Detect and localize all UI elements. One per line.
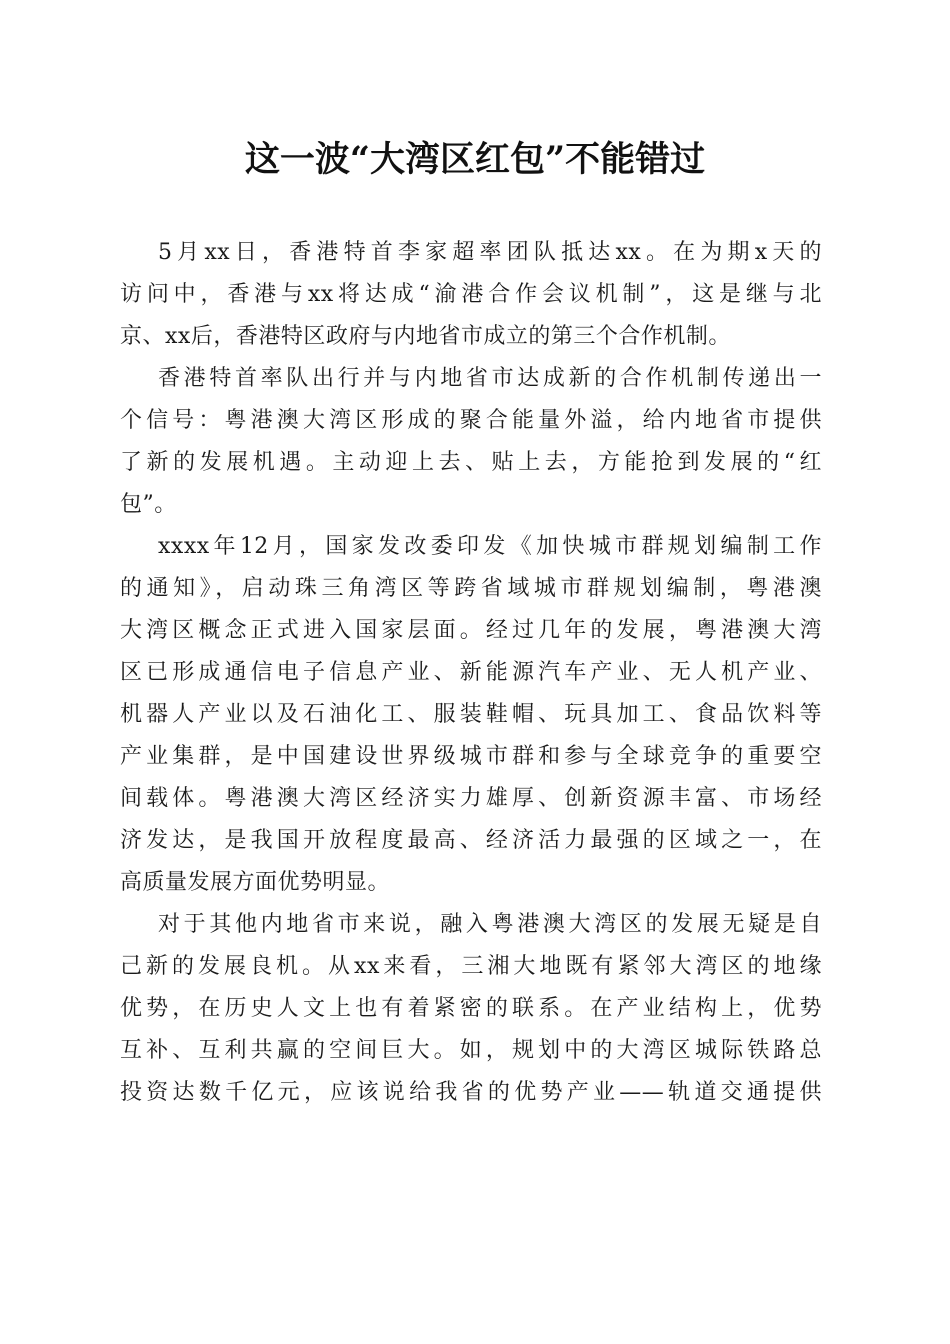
text-line: 优势，在历史人文上也有着紧密的联系。在产业结构上，优势: [120, 996, 822, 1021]
text-line: 己新的发展良机。从xx来看，三湘大地既有紧邻大湾区的地缘: [120, 954, 822, 979]
text-line: 的通知》，启动珠三角湾区等跨省域城市群规划编制，粤港澳: [120, 576, 822, 601]
document-title: 这一波“大湾区红包”不能错过: [244, 139, 706, 180]
text-line: xxxx年12月，国家发改委印发《加快城市群规划编制工作: [158, 534, 822, 559]
text-line: 间载体。粤港澳大湾区经济实力雄厚、创新资源丰富、市场经: [120, 786, 822, 811]
text-line: 投资达数千亿元，应该说给我省的优势产业——轨道交通提供: [120, 1080, 822, 1105]
text-line: 济发达，是我国开放程度最高、经济活力最强的区域之一，在: [120, 828, 822, 853]
document-body: [120, 232, 822, 1114]
text-line: 5月xx日，香港特首李家超率团队抵达xx。在为期x天的: [158, 240, 822, 265]
text-line: 个信号：粤港澳大湾区形成的聚合能量外溢，给内地省市提供: [120, 408, 822, 433]
text-line: 机器人产业以及石油化工、服装鞋帽、玩具加工、食品饮料等: [120, 702, 822, 727]
text-line: 包”。: [120, 492, 177, 517]
text-line: 京、xx后，香港特区政府与内地省市成立的第三个合作机制。: [120, 324, 731, 349]
text-line: 大湾区概念正式进入国家层面。经过几年的发展，粤港澳大湾: [120, 618, 822, 643]
text-line: 香港特首率队出行并与内地省市达成新的合作机制传递出一: [158, 366, 822, 391]
paragraph: [120, 358, 822, 526]
text-line: 对于其他内地省市来说，融入粤港澳大湾区的发展无疑是自: [158, 912, 822, 937]
text-line: 高质量发展方面优势明显。: [120, 870, 391, 895]
text-line: 互补、互利共赢的空间巨大。如，规划中的大湾区城际铁路总: [120, 1038, 822, 1063]
text-line: 产业集群，是中国建设世界级城市群和参与全球竞争的重要空: [120, 744, 822, 769]
paragraph: [120, 904, 822, 1114]
text-line: 访问中，香港与xx将达成“渝港合作会议机制”，这是继与北: [120, 282, 822, 307]
paragraph: [120, 526, 822, 904]
text-line: 区已形成通信电子信息产业、新能源汽车产业、无人机产业、: [120, 660, 822, 685]
text-line: 了新的发展机遇。主动迎上去、贴上去，方能抢到发展的“红: [120, 450, 822, 475]
paragraph: [120, 232, 822, 358]
